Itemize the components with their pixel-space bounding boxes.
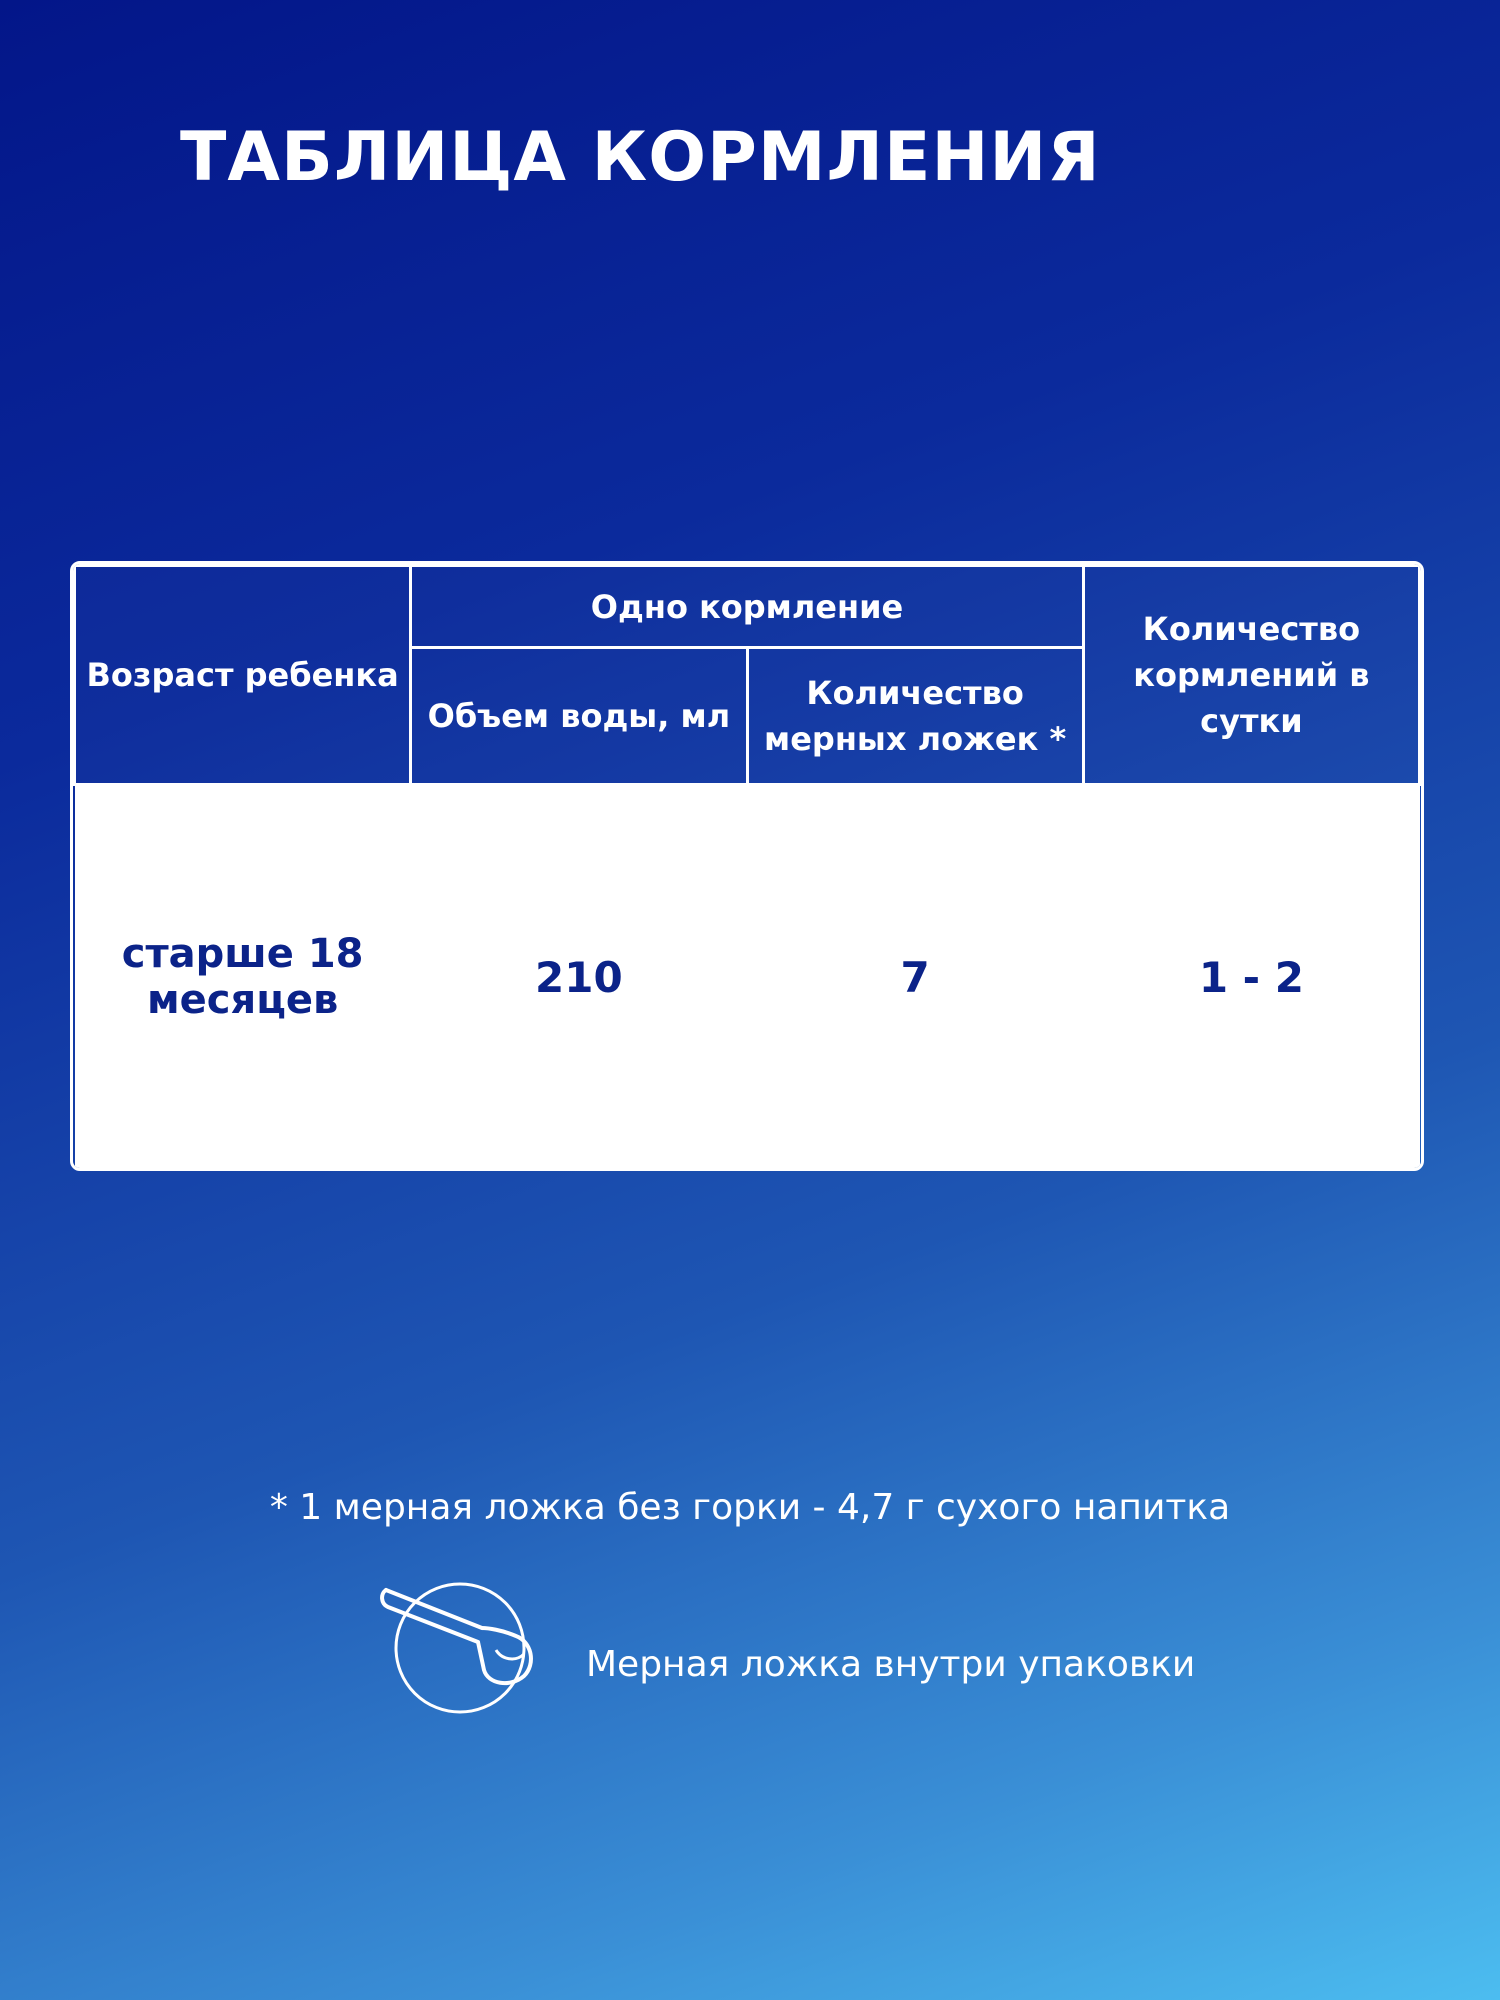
cell-water: 210 bbox=[535, 952, 623, 1002]
header-water-volume: Объем воды, мл bbox=[411, 648, 747, 785]
header-feedings-line1: Количество bbox=[1142, 610, 1361, 648]
header-spoons-line2: мерных ложек * bbox=[764, 720, 1067, 758]
cell-age: старше 18 месяцев bbox=[121, 931, 364, 1023]
footnote: * 1 мерная ложка без горки - 4,7 г сухого напитка bbox=[269, 1487, 1231, 1528]
table-row bbox=[75, 785, 1420, 1169]
header-age: Возраст ребенка bbox=[75, 566, 411, 785]
header-feedings-line2: кормлений в сутки bbox=[1133, 656, 1370, 740]
cell-feedings: 1 - 2 bbox=[1198, 952, 1304, 1002]
feeding-table bbox=[70, 561, 1424, 1171]
header-spoons-line1: Количество bbox=[806, 674, 1024, 712]
spoon-note: Мерная ложка внутри упаковки bbox=[586, 1644, 1196, 1685]
cell-spoons: 7 bbox=[900, 952, 930, 1002]
page-title: ТАБЛИЦА КОРМЛЕНИЯ bbox=[180, 118, 1101, 197]
measuring-spoon-icon bbox=[378, 1580, 578, 1730]
header-one-feeding: Одно кормление bbox=[411, 566, 1084, 648]
header-spoons bbox=[747, 648, 1083, 785]
header-feedings-per-day bbox=[1083, 566, 1419, 785]
